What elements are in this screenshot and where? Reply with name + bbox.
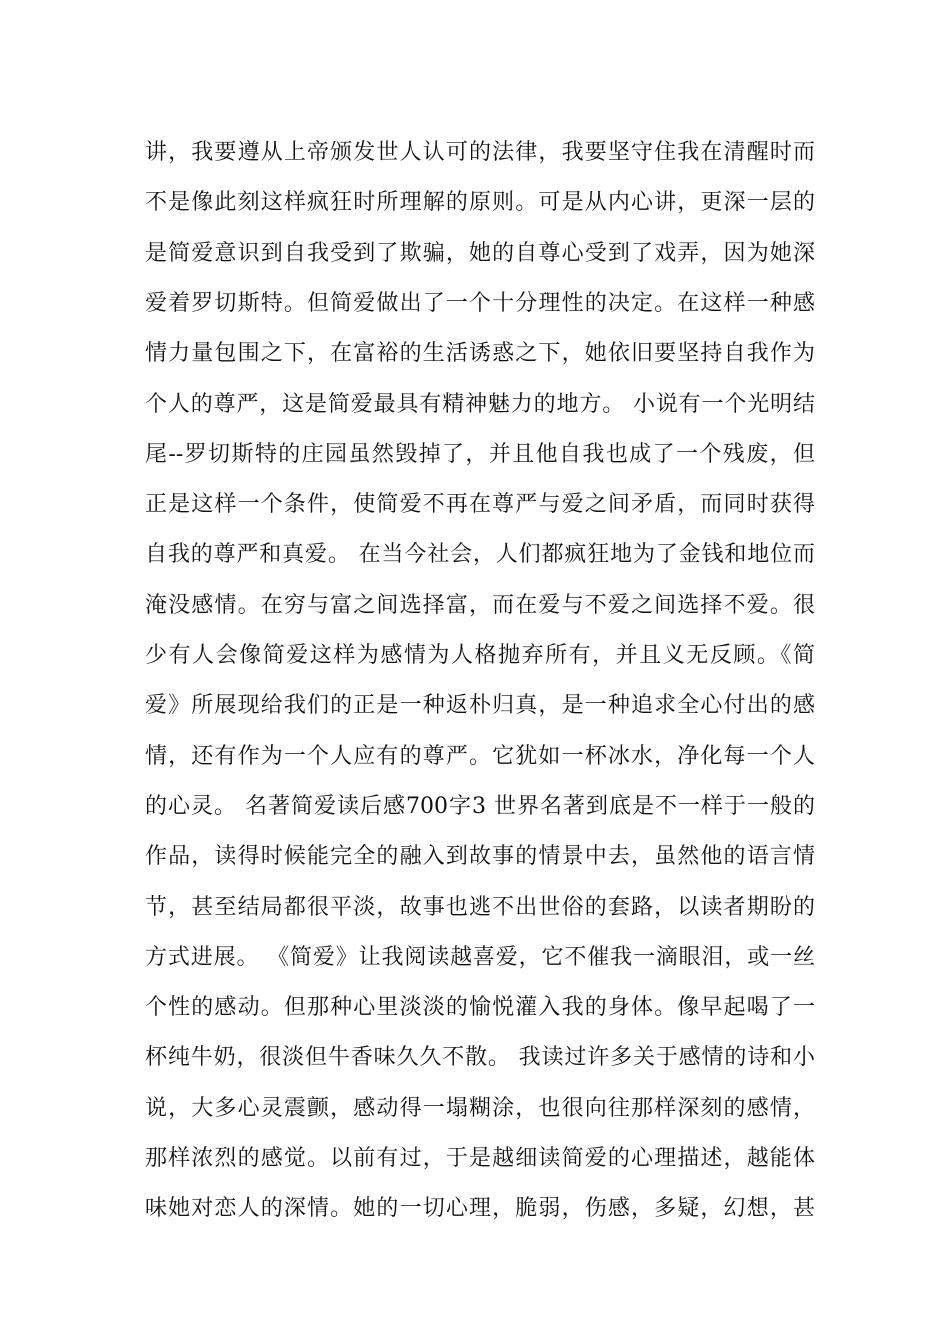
text-line: 爱》所展现给我们的正是一种返朴归真，是一种追求全心付出的感 xyxy=(145,693,815,719)
text-line: 说，大多心灵震颤，感动得一塌糊涂，也很向往那样深刻的感情， xyxy=(145,1095,815,1121)
text-line: 不是像此刻这样疯狂时所理解的原则。可是从内心讲，更深一层的 xyxy=(145,190,815,216)
text-line: 杯纯牛奶，很淡但牛香味久久不散。 我读过许多关于感情的诗和小 xyxy=(145,1045,815,1071)
text-line: 方式进展。 《简爱》让我阅读越喜爱，它不催我一滴眼泪，或一丝 xyxy=(145,944,815,970)
text-line: 个人的尊严，这是简爱最具有精神魅力的地方。 小说有一个光明结 xyxy=(145,391,815,417)
text-line: 情力量包围之下，在富裕的生活诱惑之下，她依旧要坚持自我作为 xyxy=(145,341,815,367)
text-line: 正是这样一个条件，使简爱不再在尊严与爱之间矛盾，而同时获得 xyxy=(145,492,815,518)
text-line: 淹没感情。在穷与富之间选择富，而在爱与不爱之间选择不爱。很 xyxy=(145,592,815,618)
text-line: 的心灵。 名著简爱读后感700字3 世界名著到底是不一样于一般的 xyxy=(145,793,815,819)
text-line: 少有人会像简爱这样为感情为人格抛弃所有，并且义无反顾。《简 xyxy=(145,643,815,668)
text-line: 爱着罗切斯特。但简爱做出了一个十分理性的决定。在这样一种感 xyxy=(145,290,815,316)
text-line: 作品，读得时候能完全的融入到故事的情景中去，虽然他的语言情 xyxy=(145,844,815,870)
text-line: 自我的尊严和真爱。 在当今社会，人们都疯狂地为了金钱和地位而 xyxy=(145,542,815,568)
text-line: 是简爱意识到自我受到了欺骗，她的自尊心受到了戏弄，因为她深 xyxy=(145,240,815,266)
text-line: 情，还有作为一个人应有的尊严。它犹如一杯冰水，净化每一个人 xyxy=(145,743,815,769)
text-line: 尾--罗切斯特的庄园虽然毁掉了，并且他自我也成了一个残废，但 xyxy=(145,441,815,467)
text-line: 节，甚至结局都很平淡，故事也逃不出世俗的套路，以读者期盼的 xyxy=(145,894,815,920)
text-line: 个性的感动。但那种心里淡淡的愉悦灌入我的身体。像早起喝了一 xyxy=(145,995,815,1021)
text-line: 味她对恋人的深情。她的一切心理，脆弱，伤感，多疑，幻想，甚 xyxy=(145,1196,815,1222)
text-line: 那样浓烈的感觉。以前有过，于是越细读简爱的心理描述，越能体 xyxy=(145,1146,815,1171)
text-line: 讲，我要遵从上帝颁发世人认可的法律，我要坚守住我在清醒时而 xyxy=(145,140,815,165)
